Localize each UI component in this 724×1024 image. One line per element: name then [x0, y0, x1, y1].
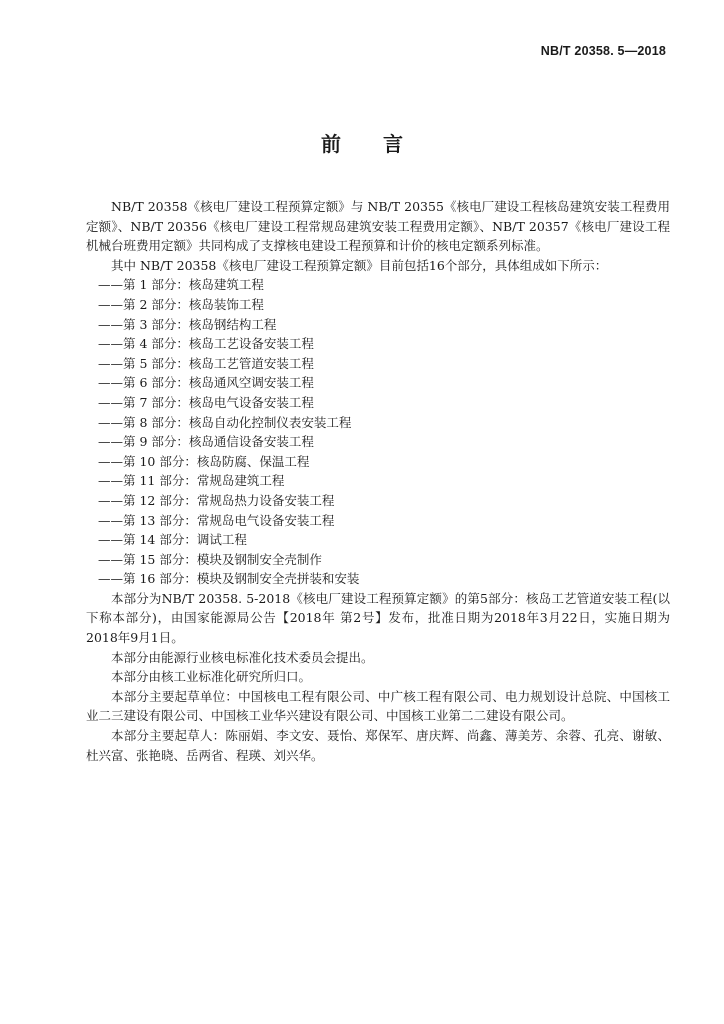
part-list-item: ——第 4 部分：核岛工艺设备安装工程: [98, 336, 314, 352]
part-list-item: ——第 1 部分：核岛建筑工程: [98, 277, 264, 293]
proposer-paragraph: 本部分由能源行业核电标准化技术委员会提出。: [111, 649, 374, 665]
part-list-item: ——第 13 部分：常规岛电气设备安装工程: [98, 512, 335, 528]
part-list-item: ——第 3 部分：核岛钢结构工程: [98, 316, 277, 332]
part-list-item: ——第 14 部分：调试工程: [98, 532, 247, 548]
intro-paragraph-2: 其中 NB/T 20358《核电厂建设工程预算定额》目前包括16个部分，具体组成如下所示：: [111, 257, 608, 273]
drafting-units-paragraph: 本部分主要起草单位：中国核电工程有限公司、中广核工程有限公司、电力规划设计总院、中国核工业二三建设有限公司、中国核工业华兴建设有限公司、中国核工业第二二建设有限公司。: [86, 688, 670, 724]
part-list-item: ——第 9 部分：核岛通信设备安装工程: [98, 434, 314, 450]
document-body: [86, 197, 670, 765]
part-list-item: ——第 7 部分：核岛电气设备安装工程: [98, 394, 314, 410]
part-list-item: ——第 15 部分：模块及钢制安全壳制作: [98, 551, 322, 567]
part-list-item: ——第 2 部分：核岛装饰工程: [98, 296, 264, 312]
part-list-item: ——第 12 部分：常规岛热力设备安装工程: [98, 492, 335, 508]
part-list-item: ——第 6 部分：核岛通风空调安装工程: [98, 375, 314, 391]
part-list-item: ——第 11 部分：常规岛建筑工程: [98, 473, 285, 489]
part-list-item: ——第 8 部分：核岛自动化控制仪表安装工程: [98, 414, 352, 430]
administrator-paragraph: 本部分由核工业标准化研究所归口。: [111, 669, 312, 685]
page-title: 前言: [321, 132, 445, 156]
part-list-item: ——第 10 部分：核岛防腐、保温工程: [98, 453, 310, 469]
part-list-item: ——第 5 部分：核岛工艺管道安装工程: [98, 355, 314, 371]
drafters-paragraph: 本部分主要起草人：陈丽娟、李文安、聂怡、郑保军、唐庆辉、尚鑫、薄美芳、余蓉、孔亮、谢敏、杜兴富、张艳晓、岳两省、程瑛、刘兴华。: [86, 728, 670, 763]
scope-paragraph: 本部分为NB/T 20358. 5-2018《核电厂建设工程预算定额》的第5部分：核岛工艺管道安装工程(以下称本部分)，由国家能源局公告【2018年 第2号】发布，批准日期为2018年3月22日，实施日期为2018年9月1日。: [86, 590, 670, 646]
part-list-item: ——第 16 部分：模块及钢制安全壳拼装和安装: [98, 571, 360, 587]
intro-paragraph-1: NB/T 20358《核电厂建设工程预算定额》与 NB/T 20355《核电厂建设工程核岛建筑安装工程费用定额》、NB/T 20356《核电厂建设工程常规岛建筑安装工程费用定额》、NB/T 20357《核电厂建设工程机械台班费用定额》共同构成了支撑核电建设工程预算和计价的核电定额系列标准。: [86, 199, 670, 254]
standard-number: NB/T 20358. 5—2018: [540, 44, 666, 58]
parts-list: [86, 275, 670, 589]
